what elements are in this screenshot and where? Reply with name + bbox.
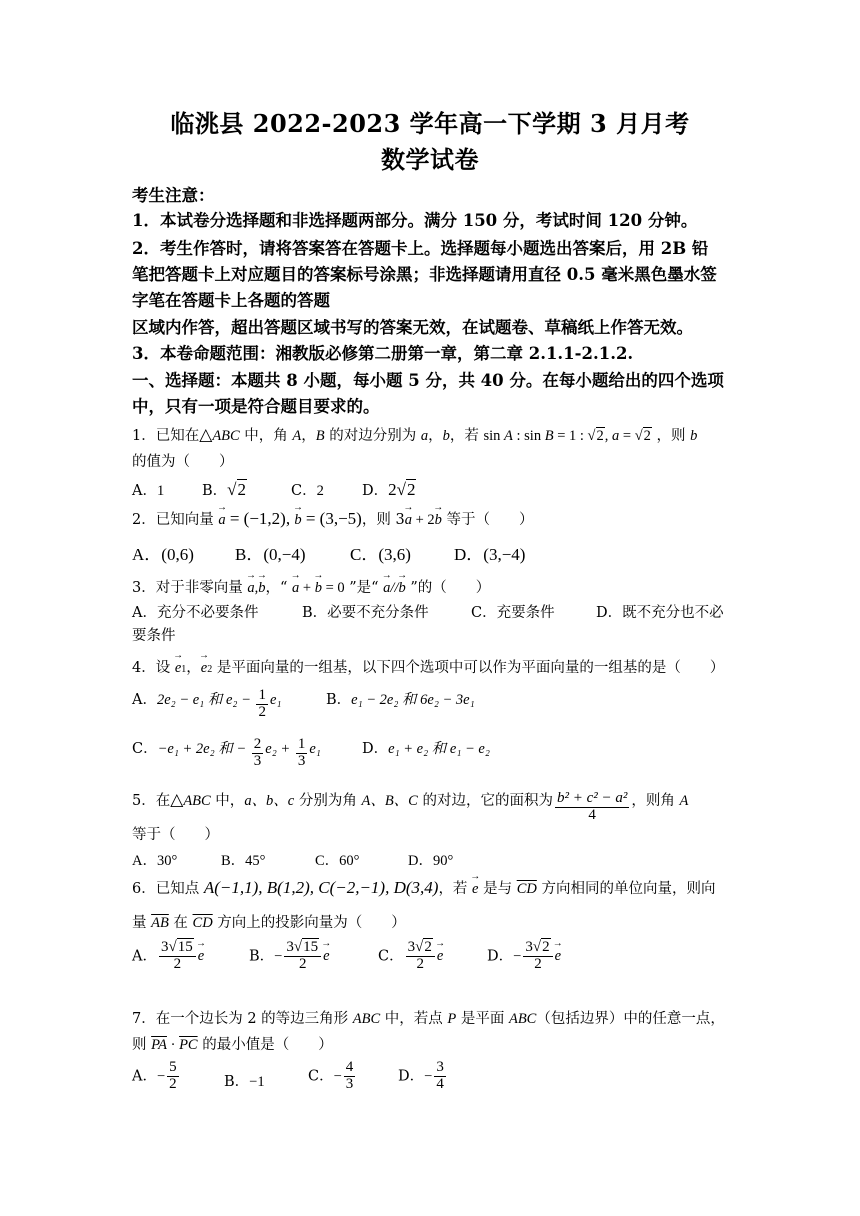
option-d[interactable]: D．− $\frac{3}{4}$ — [398, 1059, 444, 1092]
section-heading-line-1: 一、选择题：本题共 8 小题，每小题 5 分，共 40 分。在每小题给出的四个选项 — [132, 371, 724, 390]
notice-item-1: 1．本试卷分选择题和非选择题两部分。满分 150 分，考试时间 120 分钟。 — [132, 211, 698, 230]
question-1-stem-line-2: 的值为（ ） — [132, 454, 234, 470]
option-a[interactable]: A． $\frac{3√15}{2}$ → e — [132, 940, 204, 973]
option-d[interactable]: D．既不充分也不必 — [596, 605, 724, 621]
option-b[interactable]: B．(0,−4) — [235, 545, 306, 564]
question-7-stem: 7．在一个边长为 2 的等边三角形 ABC 中，若点 P 是平面 ABC（包括边界）中的任意一点， — [132, 1011, 725, 1027]
notice-item-2-line-3: 字笔在答题卡上各题的答题 — [132, 291, 330, 310]
question-6-stem: 6．已知点 A(−1,1), B(1,2), C(−2,−1), D(3,4)，若 → e 是与 $\overline{CD}$ 方向相同的单位向量，则向 — [132, 877, 742, 898]
exam-title: 临洮县 2022-2023 学年高一下学期 3 月月考 — [170, 109, 690, 138]
option-d[interactable]: D．e₁ + e₂ 和 e₁ − e₂ — [362, 741, 490, 757]
question-5-stem: 5．在△ABC 中，a、b、c 分别为角 A、B、C 的对边，它的面积为 $\frac{\text{b² + c² − a²}}{4}$ ，则角 A — [132, 790, 689, 823]
option-b[interactable]: B．45° — [221, 853, 266, 869]
question-1-stem: 1．已知在△ABC 中，角 A，B 的对边分别为 a，b，若 sin A : sin B = 1 : √2, a = √2 ，则 b — [132, 425, 698, 445]
option-c[interactable]: C．− $\frac{4}{3}$ — [308, 1059, 354, 1092]
notice-item-2-line-2: 笔把答题卡上对应题目的答案标号涂黑；非选择题请用直径 0.5 毫米黑色墨水签 — [132, 265, 717, 284]
option-d[interactable]: D．2√2 — [362, 480, 416, 499]
option-d[interactable]: D．− $\frac{3√2}{2}$ → e — [487, 940, 561, 973]
option-c[interactable]: C．2 — [291, 483, 324, 499]
option-b[interactable]: B．e₁ − 2e₂ 和 6e₂ − 3e₁ — [326, 692, 475, 708]
option-c[interactable]: C．充要条件 — [471, 605, 555, 621]
question-3-stem: 3．对于非零向量 → a,→ b，“ → a + → b = 0 ”是“ → a//→ b ”的（ ） — [132, 576, 742, 597]
option-a[interactable]: A．(0,6) — [132, 545, 194, 564]
exam-subtitle: 数学试卷 — [381, 145, 479, 174]
option-b[interactable]: B．−1 — [224, 1074, 265, 1090]
option-d[interactable]: D．(3,−4) — [454, 545, 526, 564]
option-a[interactable]: A．30° — [132, 853, 178, 869]
question-7-stem-line-2: 则 $\overline{PA} \cdot \overline{PC}$ 的最小值是（ ） — [132, 1037, 333, 1053]
option-c[interactable]: C．60° — [315, 853, 360, 869]
notice-item-2-line-1: 2．考生作答时，请将答案答在答题卡上。选择题每小题选出答案后，用 2B 铅 — [132, 239, 709, 258]
option-d[interactable]: D．90° — [408, 853, 454, 869]
section-heading-line-2: 中，只有一项是符合题目要求的。 — [132, 397, 380, 416]
option-c[interactable]: C． $\frac{3√2}{2}$ → e — [378, 940, 443, 973]
notice-item-3: 3．本卷命题范围：湘教版必修第二册第一章，第二章 2.1.1-2.1.2. — [132, 344, 634, 363]
option-a[interactable]: A．1 — [132, 483, 165, 499]
question-4-stem: 4．设 → e1，→ e2 是平面向量的一组基，以下四个选项中可以作为平面向量的一组基的是（ ） — [132, 656, 742, 677]
question-2-stem: 2．已知向量 → a = (−1,2), → b = (3,−5)，则 3→ a + 2→ b 等于（ ） — [132, 508, 742, 529]
notice-heading: 考生注意： — [132, 186, 215, 205]
option-a[interactable]: A．− $\frac{5}{2}$ — [132, 1059, 177, 1092]
notice-item-2-line-4: 区域内作答，超出答题区域书写的答案无效，在试题卷、草稿纸上作答无效。 — [132, 318, 693, 337]
question-3-option-d-continued: 要条件 — [132, 628, 176, 644]
option-a[interactable]: A．2e₂ − e₁ 和 e₂ − $\frac{1}{2}$ e₁ — [132, 687, 282, 720]
question-6-stem-line-2: 量 $\overline{AB}$ 在 $\overline{CD}$ 方向上的投影向量为（ ） — [132, 915, 406, 931]
option-c[interactable]: C．(3,6) — [350, 545, 411, 564]
option-a[interactable]: A．充分不必要条件 — [132, 605, 259, 621]
question-5-stem-line-2: 等于（ ） — [132, 827, 219, 843]
option-b[interactable]: B．必要不充分条件 — [302, 605, 429, 621]
option-b[interactable]: B．√2 — [202, 480, 246, 499]
option-c[interactable]: C．−e₁ + 2e₂ 和 − $\frac{2}{3}$ e₂ + $\frac{1}{3}$ e₁ — [132, 736, 321, 769]
option-b[interactable]: B．− $\frac{3√15}{2}$ → e — [249, 940, 330, 973]
